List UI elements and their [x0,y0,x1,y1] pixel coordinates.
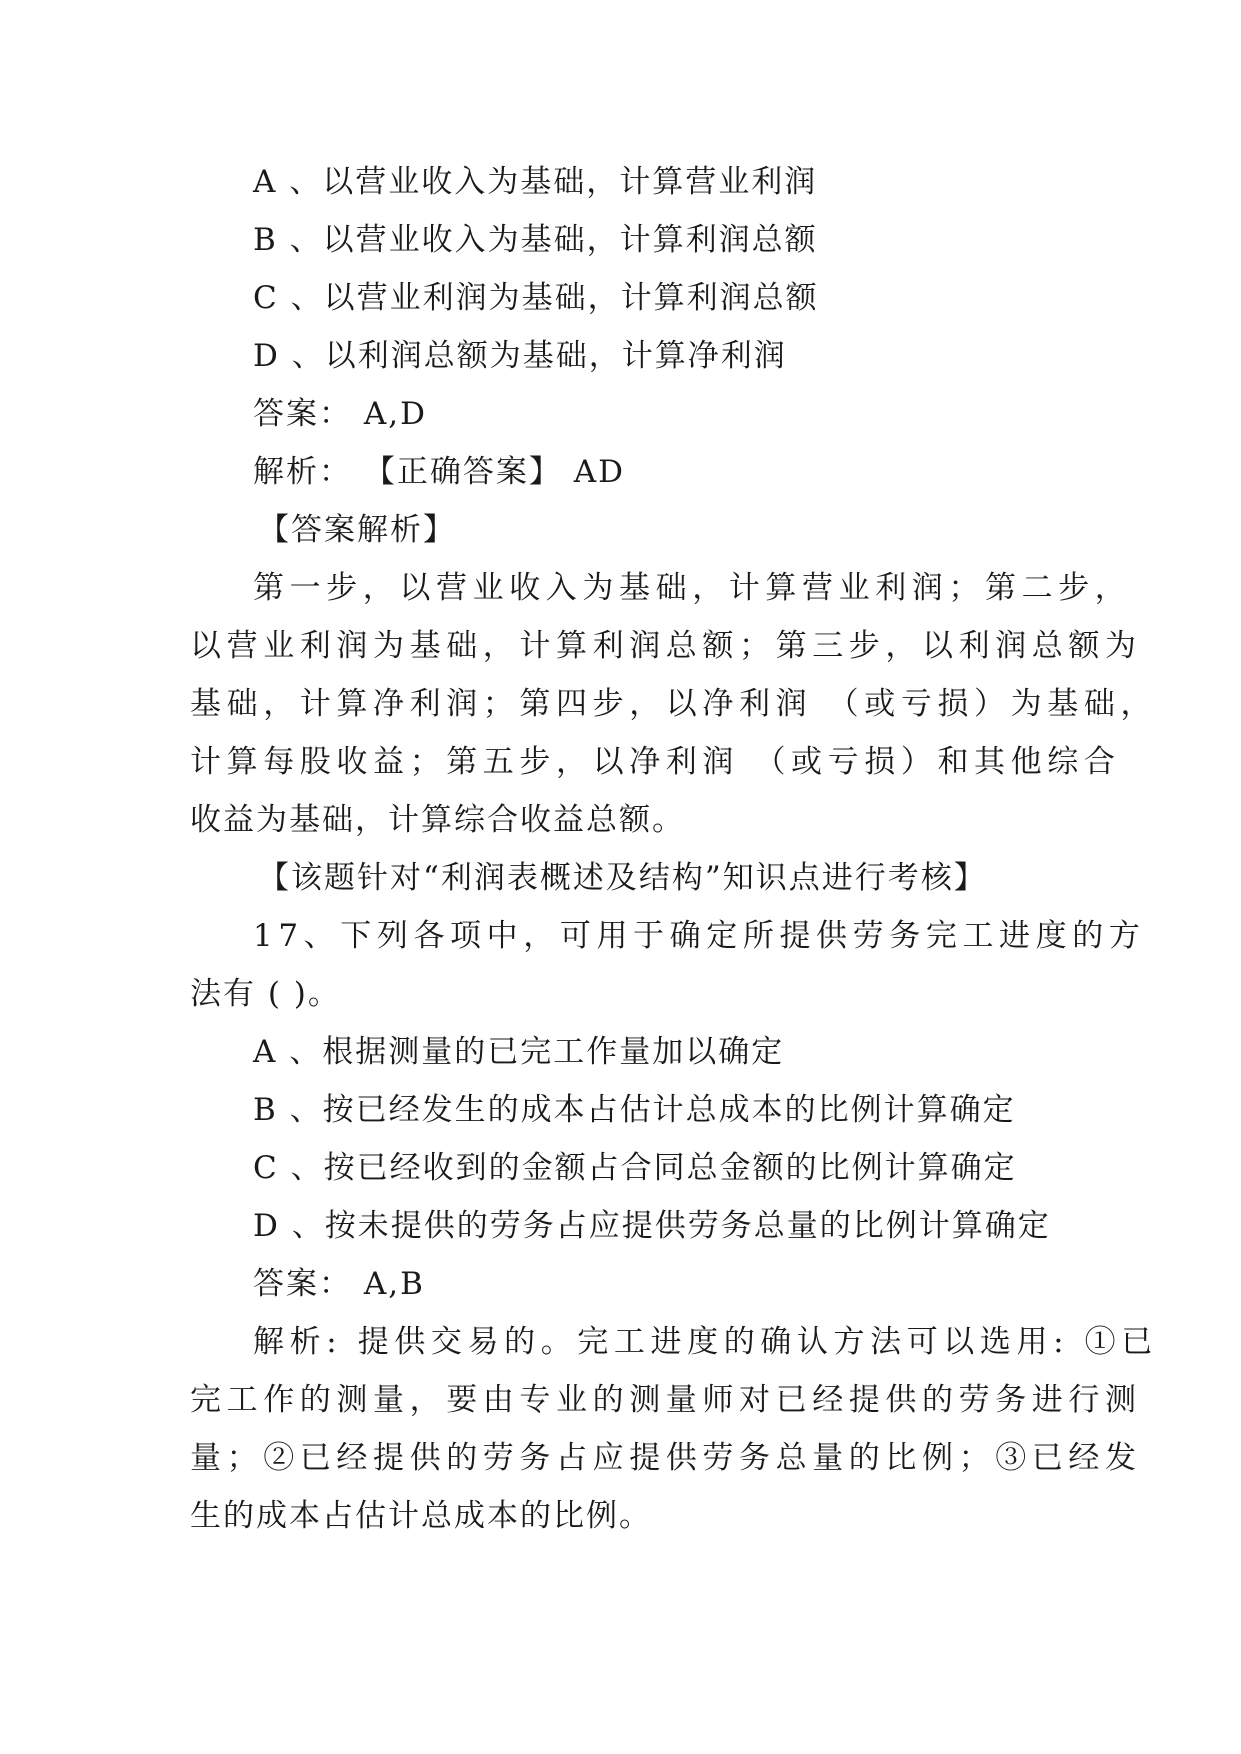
q17-option-d: D 、按未提供的劳务占应提供劳务总量的比例计算确定 [253,1208,1051,1244]
q17-analysis-line-4: 生的成本占估计总成本的比例。 [190,1498,652,1534]
q16-topic-note: 【该题针对“利润表概述及结构”知识点进行考核】 [258,860,987,896]
q16-option-d: D 、以利润总额为基础，计算净利润 [253,338,787,374]
q17-option-a: A 、根据测量的已完工作量加以确定 [253,1034,785,1070]
q16-analysis-line-1: 第一步，以营业收入为基础，计算营业利润；第二步， [253,570,1132,606]
q17-analysis-line-1: 解析: 提供交易的。完工进度的确认方法可以选用: ①已 [253,1324,1158,1360]
q16-option-c: C 、以营业利润为基础，计算利润总额 [253,280,819,316]
q16-analysis-line-2: 以营业利润为基础，计算利润总额；第三步，以利润总额为 [190,628,1142,664]
q16-answer: 答案： A,D [253,396,427,432]
q16-analysis-line-4: 计算每股收益；第五步，以净利润 （或亏损）和其他综合 [190,744,1121,780]
q16-analysis-line-5: 收益为基础，计算综合收益总额。 [190,802,685,838]
q17-analysis-line-2: 完工作的测量，要由专业的测量师对已经提供的劳务进行测 [190,1382,1142,1418]
q17-stem-line-1: 17、下列各项中，可用于确定所提供劳务完工进度的方 [253,918,1146,954]
q16-analysis-head: 解析： 【正确答案】 AD [253,454,625,490]
q16-analysis-title: 【答案解析】 [258,512,456,548]
q16-option-b: B 、以营业收入为基础，计算利润总额 [253,222,818,258]
q16-analysis-line-3: 基础，计算净利润；第四步，以净利润 （或亏损）为基础， [190,686,1158,722]
q17-answer: 答案： A,B [253,1266,425,1302]
q17-stem-line-2: 法有 ( )。 [190,976,341,1012]
q17-option-c: C 、按已经收到的金额占合同总金额的比例计算确定 [253,1150,1017,1186]
q16-option-a: A 、以营业收入为基础，计算营业利润 [253,164,818,200]
q17-analysis-line-3: 量；②已经提供的劳务占应提供劳务总量的比例；③已经发 [190,1440,1142,1476]
q17-option-b: B 、按已经发生的成本占估计总成本的比例计算确定 [253,1092,1016,1128]
